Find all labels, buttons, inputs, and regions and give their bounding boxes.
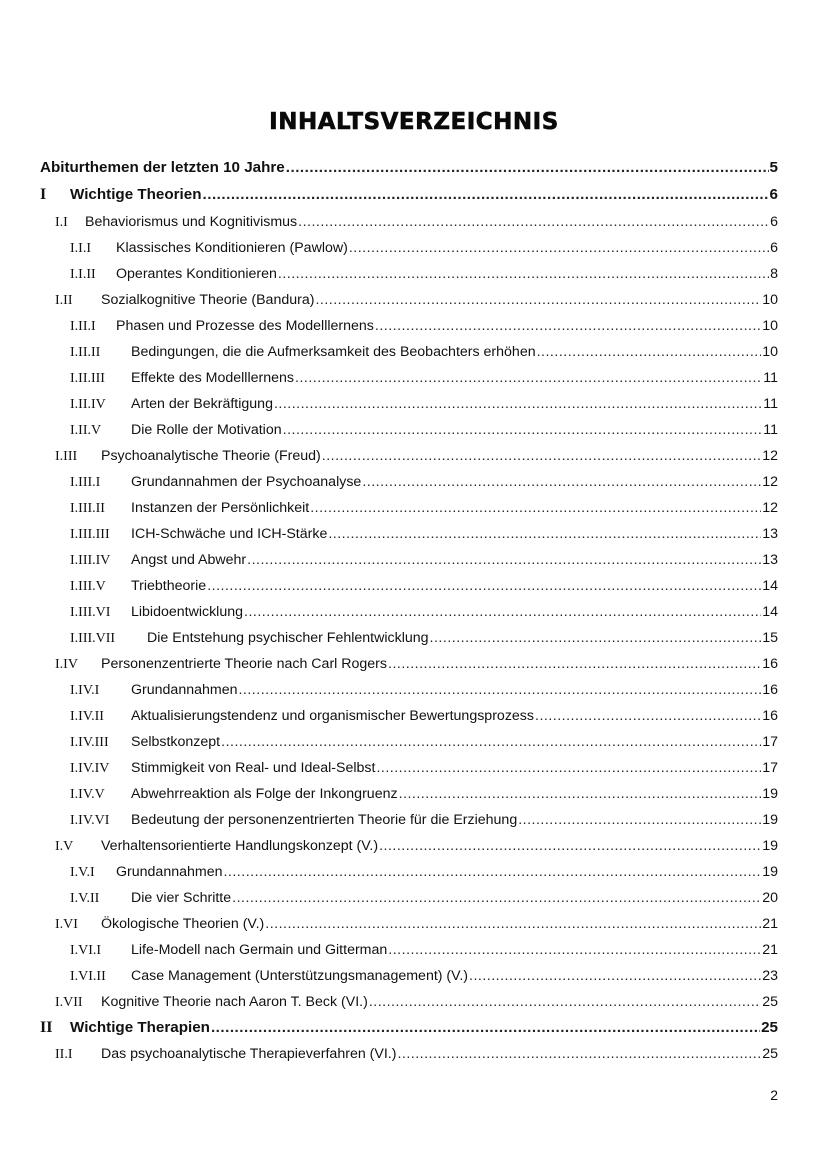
toc-leader-dots: [388, 940, 761, 960]
toc-entry[interactable]: [70, 576, 778, 596]
toc-leader-dots: [376, 758, 761, 778]
toc-entry-page: 10: [762, 344, 778, 360]
toc-leader-dots: [362, 472, 761, 492]
toc-entry-number: I.III.IV: [70, 553, 111, 568]
toc-entry-label: Operantes Konditionieren: [116, 266, 277, 282]
toc-entry-label: Bedingungen, die die Aufmerksamkeit des Beobachters erhöhen: [131, 344, 536, 360]
toc-entry[interactable]: [40, 158, 778, 178]
toc-leader-dots: [349, 238, 769, 258]
toc-entry-page: 5: [769, 159, 778, 176]
toc-entry[interactable]: [55, 654, 778, 674]
toc-leader-dots: [388, 654, 761, 674]
toc-entry-number: I.IV.III: [70, 735, 109, 750]
toc-entry[interactable]: [70, 498, 778, 518]
toc-entry-label: Verhaltensorientierte Handlungskonzept (V.): [101, 838, 379, 854]
toc-entry-page: 16: [762, 656, 778, 672]
toc-entry[interactable]: [70, 602, 778, 622]
toc-entry[interactable]: [70, 550, 778, 570]
toc-leader-dots: [399, 784, 762, 804]
toc-entry-number: I.III.VII: [70, 631, 116, 646]
toc-entry-number: I.II: [55, 293, 73, 308]
toc-leader-dots: [238, 680, 761, 700]
toc-entry-label: Life-Modell nach Germain und Gitterman: [131, 942, 388, 958]
toc-entry[interactable]: [40, 1018, 778, 1038]
toc-leader-dots: [375, 316, 761, 336]
toc-entry[interactable]: [55, 212, 778, 232]
toc-entry[interactable]: [70, 732, 778, 752]
toc-entry-page: 21: [762, 942, 778, 958]
page-number: 2: [770, 1087, 778, 1103]
toc-entry-number: I.II.II: [70, 345, 101, 360]
toc-leader-dots: [278, 264, 769, 284]
toc-entry-page: 19: [762, 786, 778, 802]
toc-entry-number: I.VI.I: [70, 943, 102, 958]
toc-entry-label: Das psychoanalytische Therapieverfahren (VI.): [101, 1046, 397, 1062]
toc-leader-dots: [203, 185, 769, 205]
toc-entry-number: I.VI: [55, 917, 78, 932]
toc-entry-page: 13: [762, 526, 778, 542]
toc-leader-dots: [244, 602, 761, 622]
toc-entry-page: 10: [762, 318, 778, 334]
toc-entry-number: I.II.IV: [70, 397, 106, 412]
toc-leader-dots: [283, 420, 763, 440]
toc-entry-page: 12: [762, 448, 778, 464]
toc-entry[interactable]: [70, 264, 778, 284]
toc-entry-label: Stimmigkeit von Real- und Ideal-Selbst: [131, 760, 376, 776]
toc-entry-page: 14: [762, 604, 778, 620]
toc-entry[interactable]: [55, 446, 778, 466]
toc-entry-label: Selbstkonzept: [131, 734, 221, 750]
toc-entry-number: I.V: [55, 839, 74, 854]
toc-leader-dots: [247, 550, 761, 570]
toc-entry-number: I.IV.II: [70, 709, 104, 724]
toc-entry-number: I.I: [55, 215, 68, 230]
toc-entry-page: 12: [762, 474, 778, 490]
toc-entry-label: Wichtige Theorien: [70, 186, 202, 203]
toc-entry-number: I.III.I: [70, 475, 101, 490]
toc-entry-label: Sozialkognitive Theorie (Bandura): [101, 292, 315, 308]
toc-entry-number: I.I.II: [70, 267, 96, 282]
page-title: INHALTSVERZEICHNIS: [269, 109, 559, 135]
toc-entry[interactable]: [40, 185, 778, 205]
toc-entry-label: Arten der Bekräftigung: [131, 396, 273, 412]
toc-entry-page: 25: [761, 1019, 778, 1036]
toc-entry-page: 17: [762, 760, 778, 776]
toc-entry-label: Grundannahmen: [131, 682, 238, 698]
toc-entry-label: Grundannahmen: [116, 864, 223, 880]
toc-entry-number: I.V.II: [70, 891, 100, 906]
toc-entry-page: 12: [762, 500, 778, 516]
toc-entry[interactable]: [70, 940, 778, 960]
toc-entry-page: 6: [770, 240, 778, 256]
toc-entry-label: Die Rolle der Motivation: [131, 422, 282, 438]
toc-entry-number: I.I.I: [70, 241, 91, 256]
toc-entry-label: Abwehrreaktion als Folge der Inkongruenz: [131, 786, 398, 802]
toc-entry[interactable]: [55, 914, 778, 934]
toc-entry-label: Instanzen der Persönlichkeit: [131, 500, 310, 516]
toc-entry-label: Bedeutung der personenzentrierten Theorie für die Erziehung: [131, 812, 518, 828]
toc-leader-dots: [274, 394, 762, 414]
toc-entry-label: Wichtige Therapien: [70, 1019, 210, 1036]
toc-entry-number: I.II.V: [70, 423, 102, 438]
toc-entry-number: I.IV.V: [70, 787, 105, 802]
toc-leader-dots: [298, 212, 769, 232]
toc-entry-label: Triebtheorie: [131, 578, 207, 594]
toc-leader-dots: [265, 914, 761, 934]
toc-entry-number: I.III.III: [70, 527, 110, 542]
toc-entry-page: 13: [762, 552, 778, 568]
toc-entry-number: I.IV.IV: [70, 761, 110, 776]
toc-entry-label: Grundannahmen der Psychoanalyse: [131, 474, 362, 490]
toc-entry-number: I.IV.VI: [70, 813, 110, 828]
toc-leader-dots: [295, 368, 762, 388]
toc-entry-page: 21: [762, 916, 778, 932]
toc-entry[interactable]: [55, 992, 778, 1012]
toc-entry[interactable]: [70, 394, 778, 414]
toc-entry-page: 16: [762, 708, 778, 724]
toc-entry-number: I.II.I: [70, 319, 96, 334]
toc-entry-label: Libidoentwicklung: [131, 604, 243, 620]
toc-entry-page: 11: [763, 370, 778, 386]
toc-entry-label: Psychoanalytische Theorie (Freud): [101, 448, 321, 464]
toc-entry[interactable]: [70, 706, 778, 726]
toc-leader-dots: [207, 576, 761, 596]
toc-entry-page: 20: [762, 890, 778, 906]
toc-entry-number: I.VII: [55, 995, 83, 1010]
toc-entry-page: 11: [763, 396, 778, 412]
toc-entry-page: 15: [762, 630, 778, 646]
toc-entry-label: ICH-Schwäche und ICH-Stärke: [131, 526, 328, 542]
toc-leader-dots: [469, 966, 761, 986]
toc-entry[interactable]: [55, 290, 778, 310]
toc-entry-label: Kognitive Theorie nach Aaron T. Beck (VI.): [101, 994, 368, 1010]
toc-entry[interactable]: [70, 368, 778, 388]
toc-leader-dots: [232, 888, 761, 908]
toc-leader-dots: [322, 446, 761, 466]
toc-entry-label: Abiturthemen der letzten 10 Jahre: [40, 159, 285, 176]
toc-entry[interactable]: [70, 784, 778, 804]
toc-entry-number: I.III.VI: [70, 605, 111, 620]
toc-leader-dots: [397, 1044, 761, 1064]
toc-entry-page: 14: [762, 578, 778, 594]
toc-entry-label: Effekte des Modelllernens: [131, 370, 294, 386]
toc-leader-dots: [535, 706, 761, 726]
toc-leader-dots: [537, 342, 762, 362]
toc-leader-dots: [430, 628, 762, 648]
toc-entry-number: I.VI.II: [70, 969, 106, 984]
toc-entry-number: I.III.II: [70, 501, 105, 516]
toc-entry-number: I: [40, 186, 47, 203]
toc-entry-label: Die Entstehung psychischer Fehlentwicklung: [147, 630, 429, 646]
toc-leader-dots: [369, 992, 761, 1012]
toc-entry-label: Aktualisierungstendenz und organismischer Bewertungsprozess: [131, 708, 534, 724]
toc-entry[interactable]: [70, 966, 778, 986]
toc-entry[interactable]: [70, 524, 778, 544]
toc-entry-page: 16: [762, 682, 778, 698]
toc-entry-page: 10: [762, 292, 778, 308]
toc-entry-page: 25: [762, 994, 778, 1010]
toc-entry-page: 11: [763, 422, 778, 438]
toc-entry[interactable]: [70, 238, 778, 258]
toc-entry[interactable]: [70, 862, 778, 882]
toc-entry-page: 17: [762, 734, 778, 750]
toc-entry-label: Ökologische Theorien (V.): [101, 916, 265, 932]
toc-entry-page: 19: [762, 812, 778, 828]
toc-entry-page: 19: [762, 838, 778, 854]
toc-entry-label: Case Management (Unterstützungsmanagement) (V.): [131, 968, 468, 984]
toc-entry-number: II.I: [55, 1047, 73, 1062]
toc-entry[interactable]: [70, 472, 778, 492]
toc-entry-number: I.IV: [55, 657, 78, 672]
toc-entry-number: I.III.V: [70, 579, 106, 594]
toc-leader-dots: [328, 524, 761, 544]
toc-entry-label: Klassisches Konditionieren (Pawlow): [116, 240, 348, 256]
toc-entry-number: I.III: [55, 449, 78, 464]
toc-entry-number: II: [40, 1019, 53, 1036]
toc-leader-dots: [286, 158, 769, 178]
toc-entry-label: Behaviorismus und Kognitivismus: [85, 214, 298, 230]
toc-entry-number: I.II.III: [70, 371, 105, 386]
toc-entry-label: Angst und Abwehr: [131, 552, 247, 568]
toc-entry-page: 25: [762, 1046, 778, 1062]
toc-entry-number: I.V.I: [70, 865, 95, 880]
toc-entry[interactable]: [70, 758, 778, 778]
toc-leader-dots: [223, 862, 761, 882]
toc-entry-page: 19: [762, 864, 778, 880]
toc-entry[interactable]: [55, 836, 778, 856]
toc-entry-page: 6: [770, 214, 778, 230]
toc-entry[interactable]: [70, 316, 778, 336]
toc-entry[interactable]: [70, 888, 778, 908]
toc-entry-number: I.IV.I: [70, 683, 100, 698]
toc-leader-dots: [221, 732, 761, 752]
toc-leader-dots: [310, 498, 761, 518]
toc-leader-dots: [379, 836, 761, 856]
toc-entry[interactable]: [70, 628, 778, 648]
toc-leader-dots: [518, 810, 761, 830]
toc-entry[interactable]: [70, 420, 778, 440]
toc-entry[interactable]: [55, 1044, 778, 1064]
toc-entry-page: 8: [770, 266, 778, 282]
toc-entry-label: Phasen und Prozesse des Modelllernens: [116, 318, 374, 334]
toc-entry[interactable]: [70, 342, 778, 362]
toc-leader-dots: [211, 1018, 760, 1038]
toc-entry-label: Personenzentrierte Theorie nach Carl Rogers: [101, 656, 388, 672]
toc-entry[interactable]: [70, 680, 778, 700]
toc-leader-dots: [315, 290, 761, 310]
toc-entry[interactable]: [70, 810, 778, 830]
toc-entry-label: Die vier Schritte: [131, 890, 232, 906]
toc-entry-page: 23: [762, 968, 778, 984]
toc-entry-page: 6: [769, 186, 778, 203]
